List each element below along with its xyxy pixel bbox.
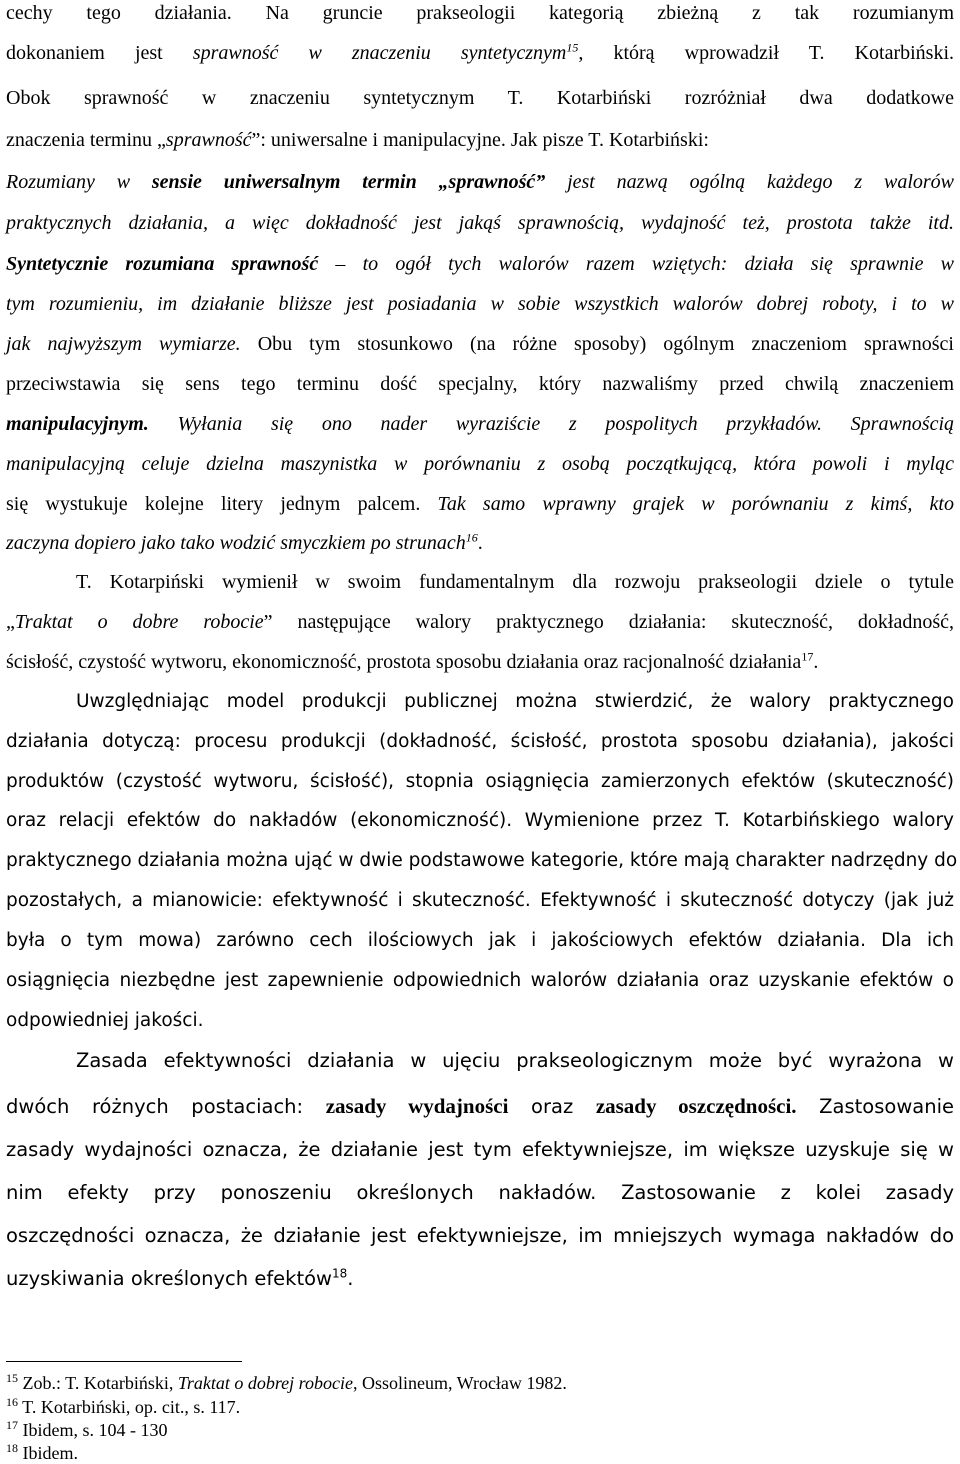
text-line: oraz relacji efektów do nakładów (ekonomiczność). Wymienione przez T. Kotarbińskiego walory	[6, 810, 954, 831]
quote-line: zaczyna dopiero jako tako wodzić smyczkiem po strunach$^{16}$.	[6, 530, 483, 554]
footnote: $^{17}$ Ibidem, s. 104 - 130	[6, 1418, 168, 1440]
text-line: Uwzględniając model produkcji publicznej można stwierdzić, że walory praktycznego	[76, 691, 954, 712]
quote-line: manipulacyjnym. Wyłania się ono nader wyraziście z pospolitych przykładów. Sprawnością	[6, 413, 954, 435]
quote-line: Rozumiany w sensie uniwersalnym termin „sprawność” jest nazwą ogólną każdego z walorów	[6, 171, 955, 193]
text-line: ścisłość, czystość wytworu, ekonomiczność, prostota sposobu działania oraz racjonalność działania$^{17}$.	[6, 649, 819, 673]
quote-line: Syntetycznie rozumiana sprawność – to ogół tych walorów razem wziętych: działa się sprawnie w	[6, 253, 954, 275]
text-line: nim efekty przy ponoszeniu określonych nakładów. Zastosowanie z kolei zasady	[6, 1181, 954, 1204]
text-line: „Traktat o dobre robocie” następujące walory praktycznego działania: skuteczność, dokładność,	[6, 611, 954, 633]
footnote-number: 17	[6, 1418, 18, 1432]
text-line: osiągnięcia niezbędne jest zapewnienie odpowiednich walorów działania oraz uzyskanie efektów o	[6, 970, 954, 991]
text-line: produktów (czystość wytworu, ścisłość), stopnia osiągnięcia zamierzonych efektów (skuteczność)	[6, 771, 954, 792]
footnote-number: 18	[6, 1441, 18, 1455]
text-line: oszczędności oznacza, że działanie jest efektywniejsze, im mniejszych wymaga nakładów do	[6, 1224, 954, 1247]
text-line: przeciwstawia się sens tego terminu dość specjalny, który nazwaliśmy przed chwilą znaczeniem	[6, 373, 954, 395]
text-line: była o tym mowa) zarówno cech ilościowych jak i jakościowych efektów działania. Dla ich	[6, 930, 954, 951]
footnote-separator	[6, 1361, 242, 1362]
text-line: zasady wydajności oznacza, że działanie jest tym efektywniejsze, im większe uzyskuje się w	[6, 1138, 954, 1161]
text-line: cechy tego działania. Na gruncie prakseologii kategorią zbieżną z tak rozumianym	[6, 2, 954, 24]
text-line: pozostałych, a mianowicie: efektywność i skuteczność. Efektywność i skuteczność dotyczy (jak już	[6, 890, 954, 911]
quote-line: praktycznych działania, a więc dokładność jest jakąś sprawnością, wydajność też, prostota także itd.	[6, 212, 954, 234]
text-line: dokonaniem jest sprawność w znaczeniu syntetycznym$^{15}$, którą wprowadził T. Kotarbiński.	[6, 40, 955, 64]
quote-line: manipulacyjną celuje dzielna maszynistka w porównaniu z osobą początkującą, która powoli i myląc	[6, 453, 954, 475]
text-line: znaczenia terminu „sprawność”: uniwersalne i manipulacyjne. Jak pisze T. Kotarbiński:	[6, 129, 709, 151]
quote-line: jak najwyższym wymiarze. Obu tym stosunkowo (na różne sposoby) ogólnym znaczeniom sprawności	[6, 333, 954, 355]
text-line: się wystukuje kolejne litery jednym palcem. Tak samo wprawny grajek w porównaniu z kimś, kto	[6, 493, 954, 515]
footnote-ref[interactable]: 15	[566, 40, 579, 55]
footnote-ref[interactable]: 18	[332, 1266, 348, 1281]
text-line: działania dotyczą: procesu produkcji (dokładność, ścisłość, prostota sposobu działania), jakości	[6, 731, 954, 752]
footnote-ref[interactable]: 17	[801, 649, 814, 664]
footnote-number: 16	[6, 1395, 18, 1409]
footnote: $^{18}$ Ibidem.	[6, 1441, 78, 1463]
text-line: uzyskiwania określonych efektów$^{18}$.	[6, 1266, 354, 1290]
text-line: Obok sprawność w znaczeniu syntetycznym T. Kotarbiński rozróżniał dwa dodatkowe	[6, 87, 954, 109]
text-line: dwóch różnych postaciach: zasady wydajności oraz zasady oszczędności. Zastosowanie	[6, 1094, 954, 1118]
footnote: $^{15}$ Zob.: T. Kotarbiński, Traktat o dobrej robocie, Ossolineum, Wrocław 1982.	[6, 1371, 567, 1393]
quote-line: tym rozumieniu, im działanie bliższe jest posiadania w sobie wszystkich walorów dobrej roboty, i to w	[6, 293, 954, 315]
footnote-number: 15	[6, 1371, 18, 1385]
text-line: odpowiedniej jakości.	[6, 1010, 204, 1031]
footnote: $^{16}$ T. Kotarbiński, op. cit., s. 117.	[6, 1395, 241, 1417]
footnote-ref[interactable]: 16	[465, 530, 478, 545]
text-line: Zasada efektywności działania w ujęciu prakseologicznym może być wyrażona w	[76, 1049, 954, 1072]
text-line: praktycznego działania można ująć w dwie podstawowe kategorie, które mają charakter nadrzędny do	[6, 850, 958, 871]
text-line: T. Kotarpiński wymienił w swoim fundamentalnym dla rozwoju prakseologii dziele o tytule	[76, 571, 954, 593]
